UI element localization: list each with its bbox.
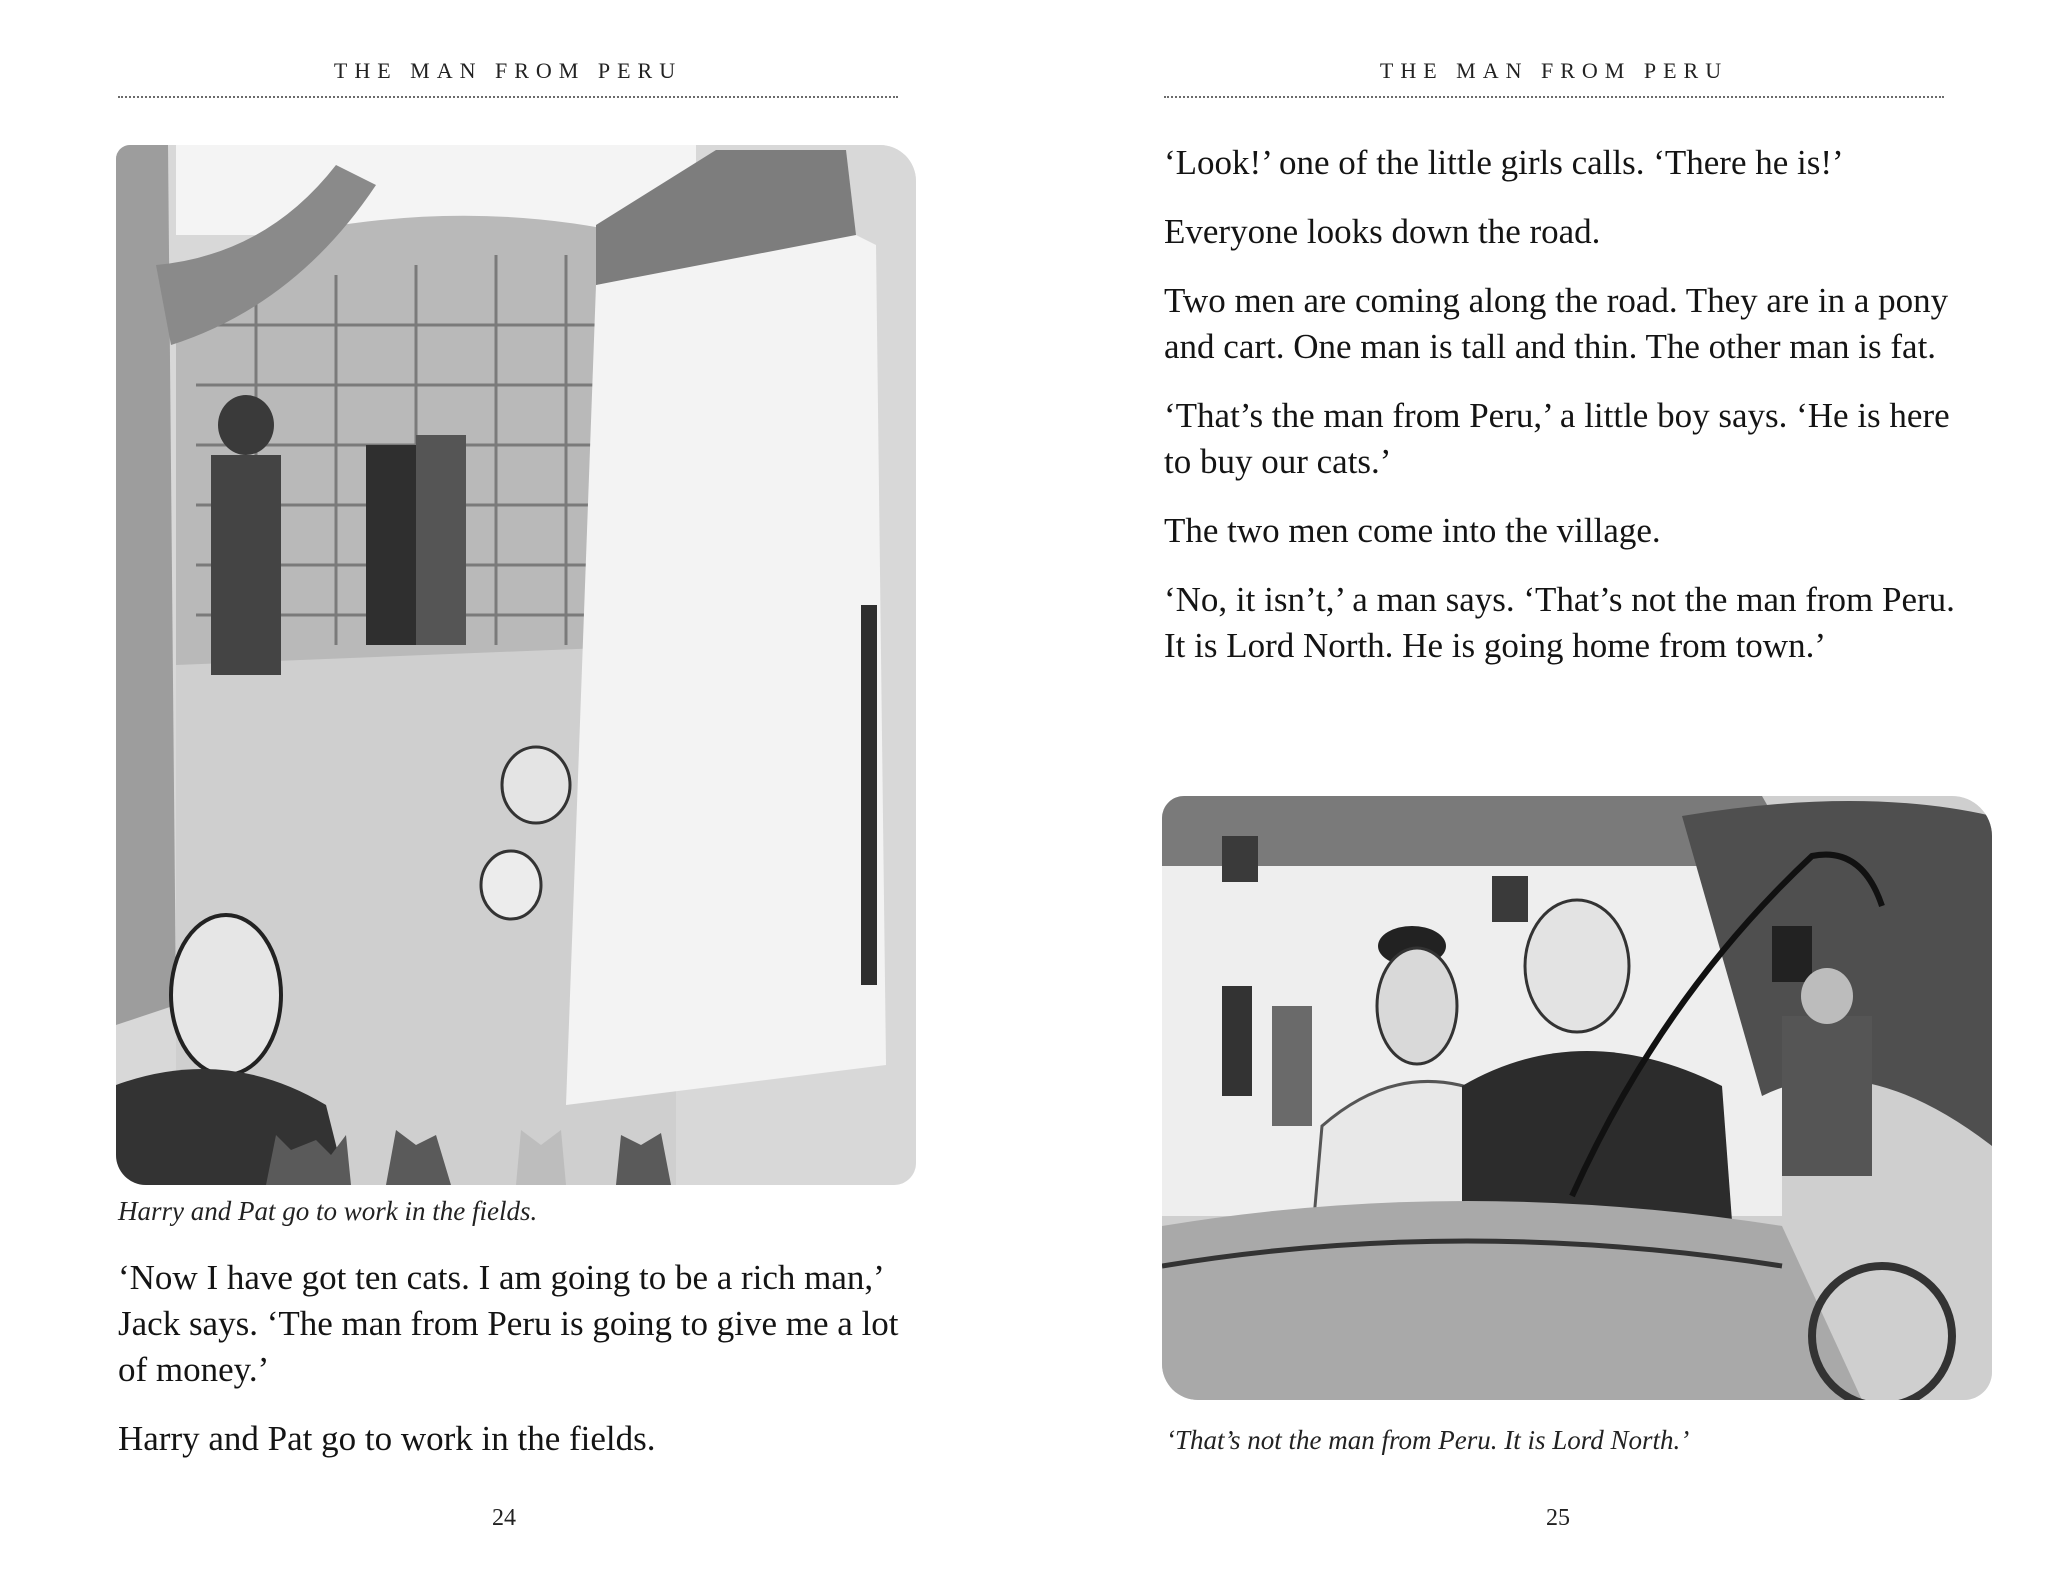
paragraph: ‘That’s the man from Peru,’ a little boy says. ‘He is here to buy our cats.’ [1164, 396, 1950, 481]
paragraph: ‘No, it isn’t,’ a man says. ‘That’s not the man from Peru. It is Lord North. He is going home from town.’ [1164, 580, 1955, 665]
illustration-caption: Harry and Pat go to work in the fields. [118, 1196, 538, 1226]
right-page [1024, 0, 2048, 1587]
pony-cart-illustration [1162, 796, 1992, 1400]
paragraph: Harry and Pat go to work in the fields. [118, 1419, 656, 1458]
page-number: 25 [1546, 1505, 1570, 1531]
dotted-rule [118, 96, 898, 98]
pony-cart-drawing [1162, 796, 1992, 1400]
body-text [1164, 140, 1964, 692]
running-head: THE MAN FROM PERU [333, 58, 683, 83]
paragraph: Two men are coming along the road. They are in a pony and cart. One man is tall and thin. The other man is fat. [1164, 281, 1949, 366]
village-street-drawing [116, 145, 916, 1185]
paragraph: ‘Look!’ one of the little girls calls. ‘There he is!’ [1164, 143, 1844, 182]
paragraph: The two men come into the village. [1164, 511, 1661, 550]
paragraph: ‘Now I have got ten cats. I am going to be a rich man,’ Jack says. ‘The man from Peru is going to give me a lot of money.’ [118, 1258, 899, 1389]
village-street-illustration [116, 145, 916, 1185]
body-text [118, 1255, 908, 1485]
dotted-rule [1164, 96, 1944, 98]
illustration-caption: ‘That’s not the man from Peru. It is Lord North.’ [1166, 1425, 1690, 1455]
paragraph: Everyone looks down the road. [1164, 212, 1601, 251]
running-head: THE MAN FROM PERU [1379, 58, 1729, 83]
page-number: 24 [492, 1505, 516, 1531]
